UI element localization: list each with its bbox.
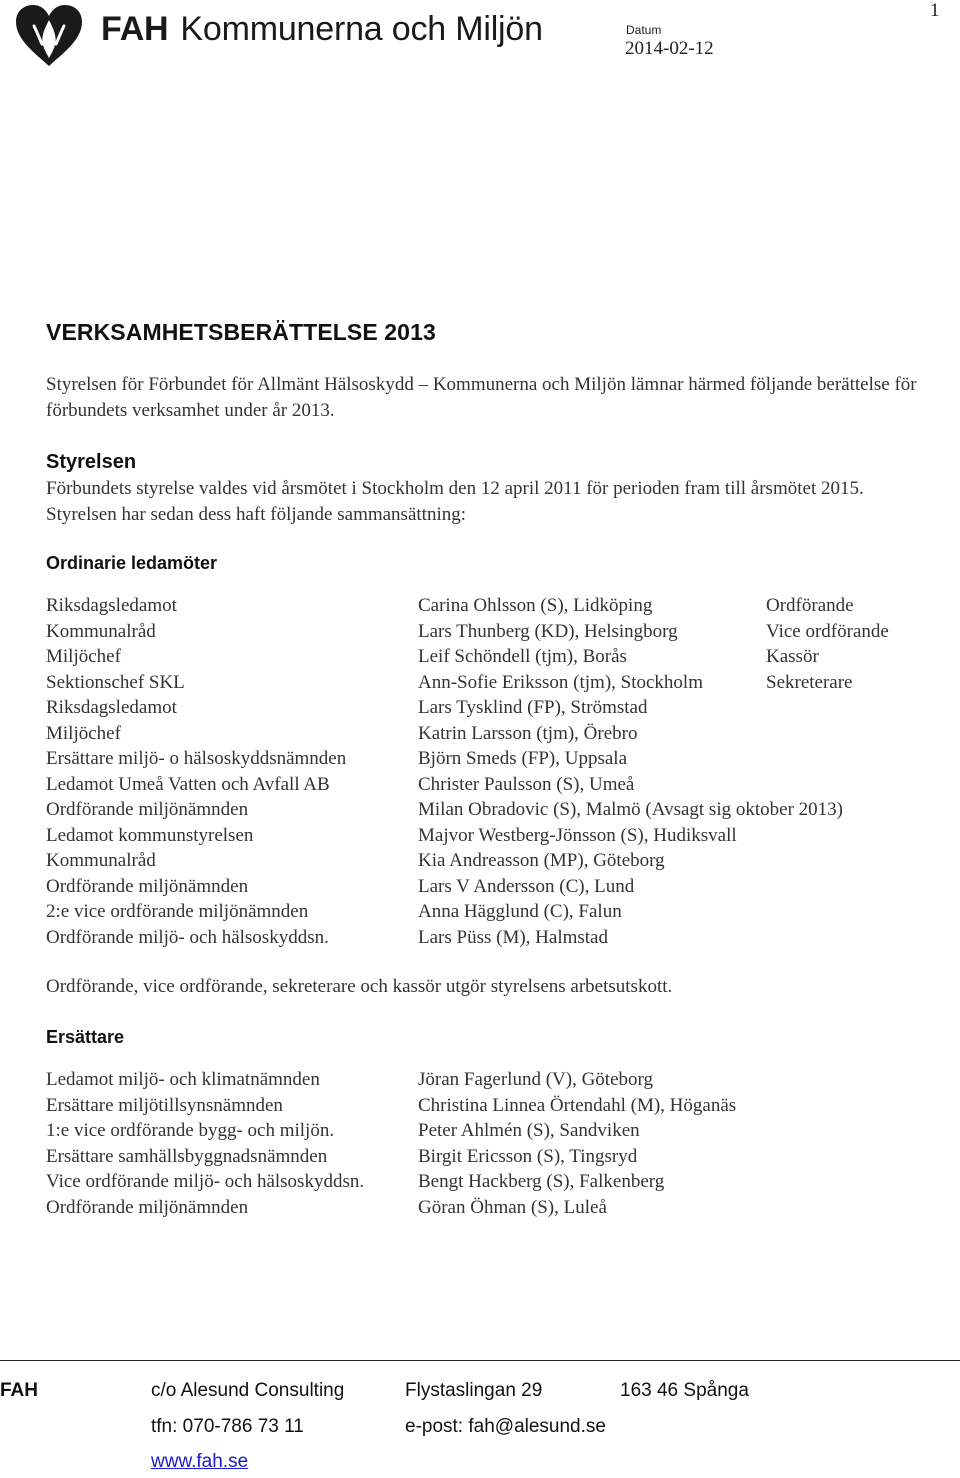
member-role: Miljöchef [46, 646, 121, 667]
roster-row [46, 670, 946, 696]
member-name: Milan Obradovic (S), Malmö (Avsagt sig oktober 2013) [418, 799, 843, 820]
board-position: Vice ordförande [766, 620, 889, 642]
footer-divider [0, 1360, 960, 1361]
member-role: Ledamot Umeå Vatten och Avfall AB [46, 773, 330, 795]
roster-row [46, 874, 946, 900]
member-name: Carina Ohlsson (S), Lidköping [418, 595, 653, 616]
styrelsen-paragraph: Förbundets styrelse valdes vid årsmötet i Stockholm den 12 april 2011 för perioden fram till årsmötet 2015. Styrelsen har sedan dess haft följande sammansättning: [46, 478, 864, 525]
member-role: Ordförande miljö- och hälsoskyddsn. [46, 926, 329, 948]
roster-row [46, 721, 946, 747]
roster-row [46, 1144, 946, 1170]
member-role: Miljöchef [46, 722, 121, 744]
member-role: Ersättare miljötillsynsnämnden [46, 1094, 283, 1116]
member-name: Peter Ahlmén (S), Sandviken [418, 1120, 640, 1141]
date-label: Datum [626, 23, 662, 37]
brand-name [101, 10, 543, 49]
section-heading-ersattare: Ersättare [46, 1027, 125, 1047]
member-role: Ledamot kommunstyrelsen [46, 824, 254, 846]
footer-email: e-post: fah@alesund.se [405, 1416, 606, 1437]
roster-row [46, 899, 946, 925]
footer-care-of: c/o Alesund Consulting [151, 1380, 345, 1401]
roster-row [46, 848, 946, 874]
board-position: Kassör [766, 646, 819, 667]
member-name: Birgit Ericsson (S), Tingsryd [418, 1145, 638, 1167]
member-name: Ann-Sofie Eriksson (tjm), Stockholm [418, 671, 703, 693]
footer-org: FAH [0, 1380, 38, 1401]
footer-street: Flystaslingan 29 [405, 1380, 543, 1401]
member-name: Anna Hägglund (C), Falun [418, 901, 622, 922]
member-role: Riksdagsledamot [46, 595, 177, 616]
roster-row [46, 925, 946, 951]
roster-row [46, 1093, 946, 1119]
intro-paragraph: Styrelsen för Förbundet för Allmänt Hälsoskydd – Kommunerna och Miljön lämnar härmed följande berättelse för förbundets verksamhet under år 2013. [46, 374, 917, 421]
member-role: 1:e vice ordförande bygg- och miljön. [46, 1120, 335, 1141]
member-name: Lars V Andersson (C), Lund [418, 875, 635, 897]
member-name: Jöran Fagerlund (V), Göteborg [418, 1069, 653, 1090]
member-role: Ersättare samhällsbyggnadsnämnden [46, 1145, 328, 1167]
roster-row [46, 746, 946, 772]
member-name: Bengt Hackberg (S), Falkenberg [418, 1171, 665, 1192]
board-position: Ordförande [766, 595, 854, 616]
member-name: Lars Tysklind (FP), Strömstad [418, 697, 648, 718]
member-role: Ordförande miljönämnden [46, 1196, 249, 1218]
roster-row [46, 797, 946, 823]
member-name: Christina Linnea Örtendahl (M), Höganäs [418, 1094, 737, 1116]
member-role: Ledamot miljö- och klimatnämnden [46, 1069, 320, 1090]
member-role: Ordförande miljönämnden [46, 799, 249, 820]
member-role: Kommunalråd [46, 850, 156, 871]
member-role: 2:e vice ordförande miljönämnden [46, 901, 309, 922]
arbetsutskott-paragraph: Ordförande, vice ordförande, sekreterare och kassör utgör styrelsens arbetsutskott. [46, 976, 673, 997]
member-name: Christer Paulsson (S), Umeå [418, 773, 635, 795]
roster-row [46, 1118, 946, 1144]
member-role: Ordförande miljönämnden [46, 875, 249, 897]
roster-row [46, 644, 946, 670]
member-name: Majvor Westberg-Jönsson (S), Hudiksvall [418, 824, 737, 846]
roster-row [46, 772, 946, 798]
roster-row [46, 1169, 946, 1195]
roster-row [46, 619, 946, 645]
member-name: Lars Thunberg (KD), Helsingborg [418, 620, 678, 642]
member-role: Sektionschef SKL [46, 671, 185, 693]
ordinarie-roster [46, 593, 946, 950]
brand-full-name: Kommunerna och Miljön [180, 10, 543, 48]
roster-row [46, 695, 946, 721]
member-name: Göran Öhman (S), Luleå [418, 1196, 607, 1218]
roster-row [46, 1195, 946, 1221]
member-name: Kia Andreasson (MP), Göteborg [418, 850, 665, 871]
footer-website-link[interactable]: www.fah.se [151, 1451, 249, 1472]
member-role: Kommunalråd [46, 620, 156, 642]
document-title: VERKSAMHETSBERÄTTELSE 2013 [46, 319, 436, 345]
page-number: 1 [930, 0, 940, 21]
fah-heart-logo-icon [14, 4, 84, 68]
date-value: 2014-02-12 [625, 38, 714, 59]
footer-phone: tfn: 070-786 73 11 [151, 1416, 304, 1437]
member-name: Leif Schöndell (tjm), Borås [418, 646, 627, 667]
ersattare-roster [46, 1067, 946, 1220]
roster-row [46, 593, 946, 619]
section-heading-ordinarie: Ordinarie ledamöter [46, 553, 218, 573]
board-position: Sekreterare [766, 671, 853, 693]
section-heading-styrelsen: Styrelsen [46, 451, 137, 473]
member-name: Björn Smeds (FP), Uppsala [418, 748, 627, 769]
footer-postal: 163 46 Spånga [620, 1380, 749, 1401]
member-role: Ersättare miljö- o hälsoskyddsnämnden [46, 748, 347, 769]
roster-row [46, 1067, 946, 1093]
roster-row [46, 823, 946, 849]
member-role: Riksdagsledamot [46, 697, 177, 718]
member-name: Katrin Larsson (tjm), Örebro [418, 722, 638, 744]
brand-abbreviation: FAH [101, 10, 169, 48]
member-name: Lars Püss (M), Halmstad [418, 926, 608, 948]
member-role: Vice ordförande miljö- och hälsoskyddsn. [46, 1171, 365, 1192]
